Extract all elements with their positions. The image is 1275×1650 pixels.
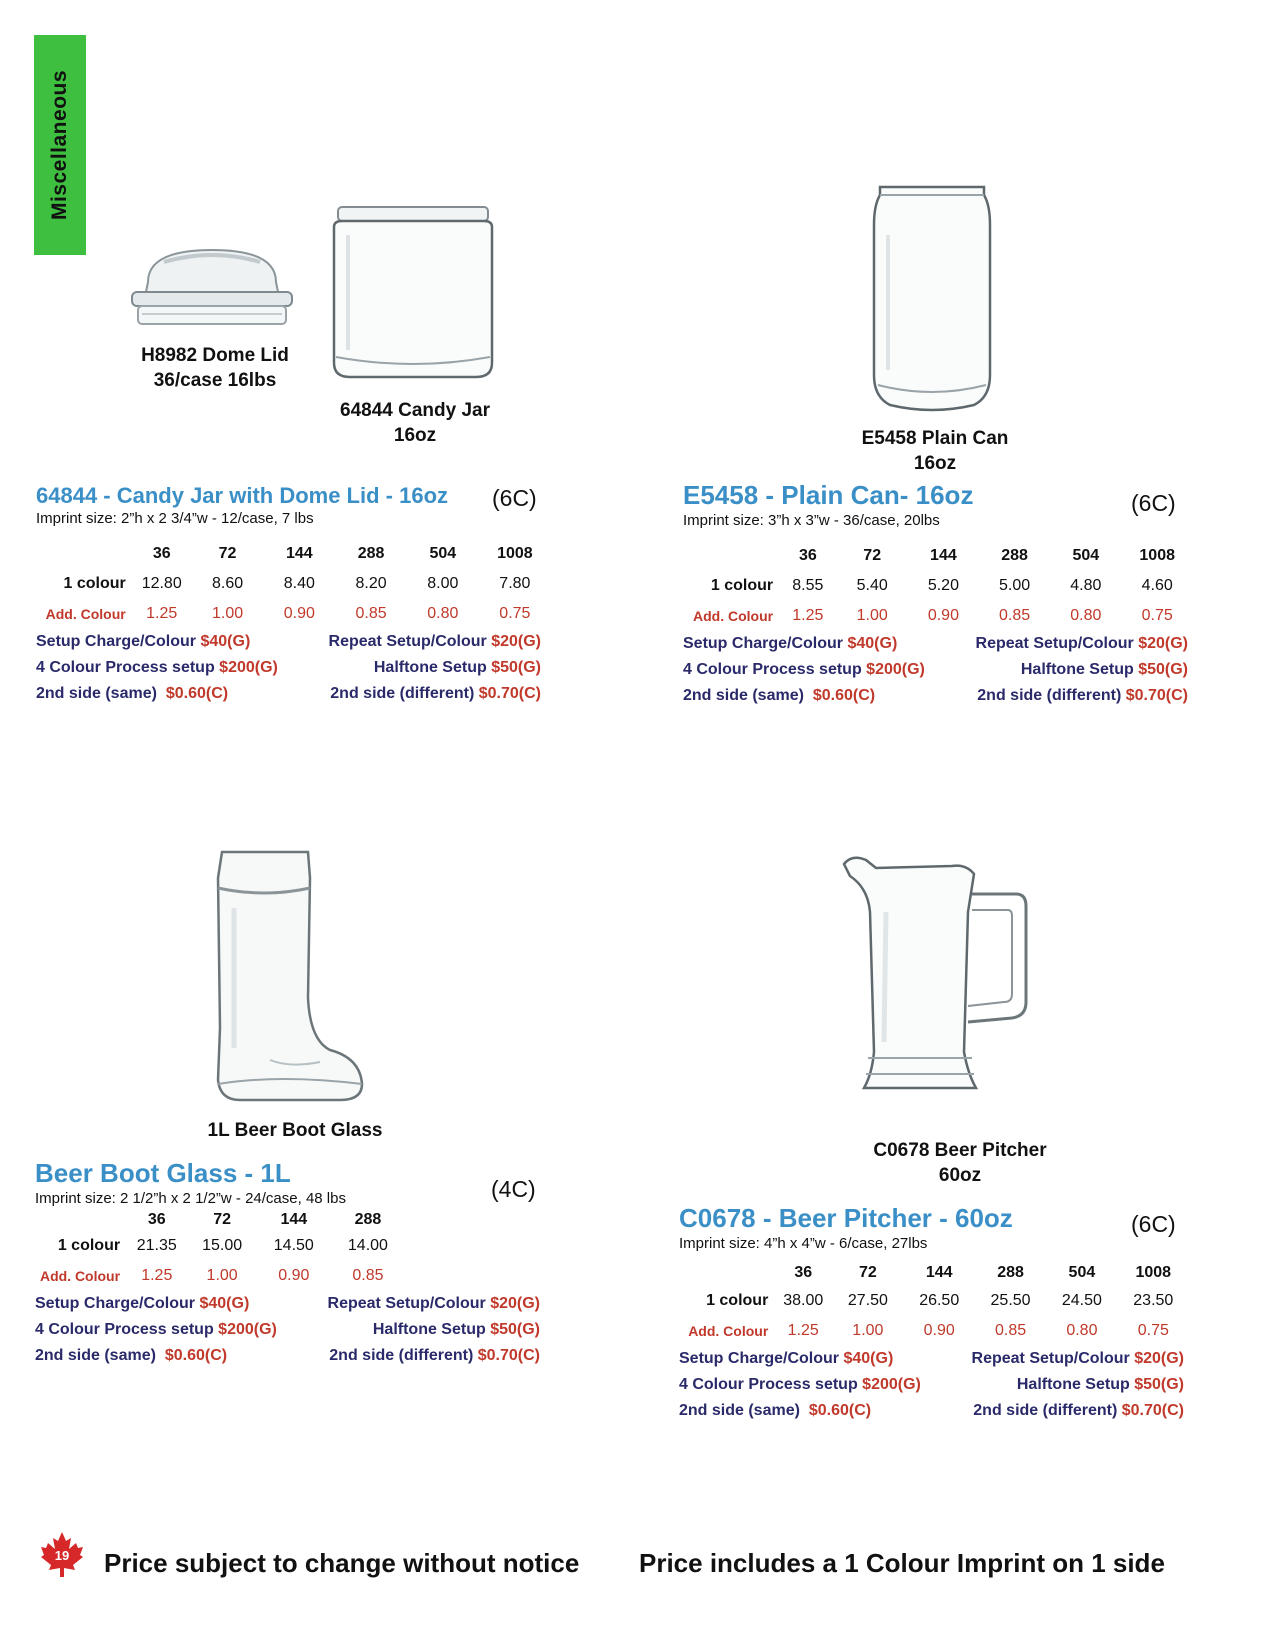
caption-line: E5458 Plain Can	[861, 428, 1009, 449]
second-diff-label: 2nd side (different)	[977, 687, 1122, 704]
price-cell: 1.25	[792, 607, 824, 624]
candy-jar-image	[328, 205, 498, 380]
second-diff-label: 2nd side (different)	[330, 685, 475, 702]
row-label: Add. Colour	[39, 1268, 121, 1284]
price-cell: 24.50	[1061, 1292, 1102, 1309]
second-side-same	[35, 1347, 227, 1365]
process-value: $200(G)	[219, 659, 278, 676]
second-diff-label: 2nd side (different)	[973, 1402, 1118, 1419]
second-diff-value: $0.70(C)	[1125, 687, 1188, 704]
second-side-different	[330, 685, 541, 703]
one-colour-row	[683, 571, 1193, 601]
price-cell: 1.00	[211, 605, 244, 622]
price-cell: 0.80	[1066, 1322, 1098, 1339]
qty-header: 72	[863, 547, 882, 564]
add-colour-row	[35, 1261, 405, 1291]
qty-header: 144	[280, 1211, 308, 1228]
repeat-value: $20(G)	[491, 633, 541, 650]
caption-dome-lid	[110, 343, 320, 393]
page-number: 19	[54, 1548, 70, 1563]
qty-header: 36	[794, 1264, 813, 1281]
quantity-row	[35, 1209, 405, 1231]
qty-header: 36	[798, 547, 817, 564]
price-cell: 0.80	[1070, 607, 1102, 624]
halftone-setup	[373, 1321, 540, 1339]
product-title: E5458 - Plain Can- 16oz	[683, 480, 974, 510]
caption-line: C0678 Beer Pitcher	[873, 1140, 1047, 1161]
second-side-different	[329, 1347, 540, 1365]
capacity-badge: (6C)	[492, 485, 537, 511]
section-tab	[34, 35, 86, 255]
price-cell: 1.25	[146, 605, 178, 622]
second-same-value: $0.60(C)	[164, 1347, 228, 1364]
maple-leaf-icon	[40, 1530, 84, 1578]
halftone-value: $50(G)	[491, 659, 541, 676]
price-cell: 8.55	[792, 577, 824, 594]
qty-header: 504	[1068, 1264, 1096, 1281]
add-colour-row	[679, 1316, 1189, 1346]
price-cell: 8.60	[211, 575, 244, 592]
price-cell: 8.20	[355, 575, 387, 592]
halftone-value: $50(G)	[1138, 661, 1188, 678]
process-setup	[683, 661, 925, 679]
price-cell: 0.90	[927, 607, 959, 624]
beer-pitcher-image	[840, 852, 1040, 1102]
imprint-size: Imprint size: 3”h x 3”w - 36/case, 20lbs	[683, 512, 940, 529]
process-label: 4 Colour Process setup	[36, 659, 215, 676]
qty-header: 72	[218, 545, 237, 562]
price-cell: 0.85	[355, 605, 387, 622]
setup-value: $40(G)	[847, 635, 898, 652]
price-cell: 0.85	[994, 1322, 1027, 1339]
price-cell: 0.85	[352, 1267, 384, 1284]
row-label: 1 colour	[63, 575, 126, 592]
halftone-label: Halftone Setup	[372, 1321, 486, 1338]
repeat-label: Repeat Setup/Colour	[327, 1295, 486, 1312]
price-cell: 14.50	[273, 1237, 314, 1254]
repeat-setup	[328, 1295, 540, 1313]
repeat-setup	[329, 633, 541, 651]
product-beer-pitcher	[679, 1203, 1194, 1428]
qty-header: 72	[213, 1211, 232, 1228]
price-cell: 12.80	[141, 575, 182, 592]
price-cell: 38.00	[783, 1292, 824, 1309]
price-cell: 14.00	[347, 1237, 388, 1254]
setup-charge	[35, 1295, 249, 1313]
process-label: 4 Colour Process setup	[683, 661, 862, 678]
imprint-size: Imprint size: 4”h x 4”w - 6/case, 27lbs	[679, 1235, 928, 1252]
capacity-badge: (6C)	[1131, 1211, 1176, 1237]
qty-header: 288	[1001, 547, 1028, 564]
process-setup	[35, 1321, 277, 1339]
price-table	[679, 1260, 1189, 1346]
qty-header: 144	[925, 1264, 953, 1281]
imprint-size: Imprint size: 2 1/2”h x 2 1/2”w - 24/case, 48 lbs	[35, 1190, 346, 1207]
process-value: $200(G)	[866, 661, 925, 678]
price-cell: 23.50	[1133, 1292, 1174, 1309]
price-cell: 15.00	[202, 1237, 243, 1254]
plain-can-image	[870, 185, 994, 415]
process-value: $200(G)	[218, 1321, 277, 1338]
repeat-value: $20(G)	[1134, 1350, 1184, 1367]
setup-charges	[35, 1295, 540, 1373]
beer-boot-image	[210, 848, 370, 1106]
setup-value: $40(G)	[199, 1295, 250, 1312]
row-label: Add. Colour	[692, 608, 774, 624]
second-same-label: 2nd side (same)	[683, 687, 804, 704]
second-same-value: $0.60(C)	[165, 685, 229, 702]
price-cell: 8.40	[283, 575, 315, 592]
quantity-row	[36, 539, 551, 569]
caption-line: 60oz	[938, 1165, 982, 1186]
price-cell: 0.90	[278, 1267, 310, 1284]
repeat-value: $20(G)	[1138, 635, 1188, 652]
second-diff-value: $0.70(C)	[477, 1347, 540, 1364]
second-same-label: 2nd side (same)	[36, 685, 157, 702]
qty-header: 36	[152, 545, 171, 562]
price-cell: 1.25	[787, 1322, 819, 1339]
caption-line: H8982 Dome Lid	[141, 345, 289, 366]
price-cell: 4.60	[1141, 577, 1173, 594]
halftone-setup	[1021, 661, 1188, 679]
halftone-value: $50(G)	[1134, 1376, 1184, 1393]
setup-value: $40(G)	[200, 633, 251, 650]
price-cell: 0.80	[427, 605, 459, 622]
repeat-label: Repeat Setup/Colour	[975, 635, 1134, 652]
qty-header: 1008	[497, 545, 533, 562]
quantity-row	[683, 541, 1193, 571]
repeat-value: $20(G)	[490, 1295, 540, 1312]
caption-line: 64844 Candy Jar	[340, 400, 490, 421]
product-plain-can	[683, 480, 1198, 713]
price-cell: 4.80	[1070, 577, 1102, 594]
price-cell: 26.50	[919, 1292, 960, 1309]
process-setup	[36, 659, 278, 677]
qty-header: 504	[1072, 547, 1100, 564]
second-side-same	[683, 687, 875, 705]
setup-charges	[36, 633, 541, 711]
product-title: Beer Boot Glass - 1L	[35, 1158, 291, 1188]
setup-label: Setup Charge/Colour	[679, 1350, 840, 1367]
second-same-label: 2nd side (same)	[679, 1402, 800, 1419]
capacity-badge: (6C)	[1131, 490, 1176, 516]
caption-beer-pitcher	[840, 1138, 1080, 1188]
process-setup	[679, 1376, 921, 1394]
setup-charges	[683, 635, 1188, 713]
price-cell: 1.00	[856, 607, 888, 624]
price-cell: 25.50	[990, 1292, 1031, 1309]
halftone-setup	[374, 659, 541, 677]
qty-header: 1008	[1135, 1264, 1172, 1281]
second-side-different	[973, 1402, 1184, 1420]
caption-plain-can	[830, 426, 1040, 476]
one-colour-row	[679, 1286, 1189, 1316]
caption-line: 36/case 16lbs	[153, 370, 277, 391]
one-colour-row	[35, 1231, 405, 1261]
price-cell: 5.20	[927, 577, 959, 594]
repeat-setup	[976, 635, 1188, 653]
second-side-different	[977, 687, 1188, 705]
price-cell: 0.75	[1141, 607, 1173, 624]
quantity-row	[679, 1260, 1189, 1286]
footer-imprint-note: Price includes a 1 Colour Imprint on 1 side	[639, 1548, 1165, 1578]
qty-header: 36	[147, 1211, 166, 1228]
caption-line: 16oz	[393, 425, 437, 446]
price-cell: 0.90	[923, 1322, 955, 1339]
add-colour-row	[683, 601, 1193, 631]
second-diff-label: 2nd side (different)	[329, 1347, 474, 1364]
caption-beer-boot	[180, 1118, 410, 1143]
qty-header: 72	[858, 1264, 877, 1281]
footer-disclaimer: Price subject to change without notice	[104, 1548, 580, 1578]
qty-header: 288	[354, 1211, 382, 1228]
setup-value: $40(G)	[843, 1350, 894, 1367]
qty-header: 1008	[1139, 547, 1175, 564]
one-colour-row	[36, 569, 551, 599]
halftone-setup	[1017, 1376, 1184, 1394]
product-beer-boot	[35, 1158, 545, 1373]
capacity-badge: (4C)	[491, 1176, 536, 1202]
price-cell: 5.00	[999, 577, 1031, 594]
section-tab-label: Miscellaneous	[48, 69, 71, 221]
price-cell: 7.80	[499, 575, 531, 592]
second-diff-value: $0.70(C)	[478, 685, 541, 702]
qty-header: 144	[930, 547, 957, 564]
second-diff-value: $0.70(C)	[1121, 1402, 1184, 1419]
row-label: 1 colour	[57, 1237, 121, 1254]
repeat-label: Repeat Setup/Colour	[971, 1350, 1130, 1367]
price-table	[35, 1209, 405, 1291]
repeat-setup	[972, 1350, 1184, 1368]
row-label: 1 colour	[710, 577, 774, 594]
caption-line: 1L Beer Boot Glass	[207, 1120, 383, 1141]
price-cell: 27.50	[847, 1292, 888, 1309]
second-side-same	[679, 1402, 871, 1420]
process-label: 4 Colour Process setup	[679, 1376, 858, 1393]
price-table	[36, 539, 551, 629]
price-cell: 1.00	[206, 1267, 238, 1284]
caption-candy-jar	[310, 398, 520, 448]
qty-header: 288	[357, 545, 385, 562]
process-label: 4 Colour Process setup	[35, 1321, 214, 1338]
price-cell: 0.75	[1137, 1322, 1169, 1339]
price-cell: 0.85	[999, 607, 1031, 624]
setup-label: Setup Charge/Colour	[683, 635, 844, 652]
second-side-same	[36, 685, 228, 703]
halftone-label: Halftone Setup	[1016, 1376, 1130, 1393]
halftone-label: Halftone Setup	[1020, 661, 1134, 678]
dome-lid-image	[128, 244, 296, 336]
price-cell: 21.35	[136, 1237, 177, 1254]
qty-header: 288	[997, 1264, 1024, 1281]
product-title: 64844 - Candy Jar with Dome Lid - 16oz	[36, 483, 449, 508]
price-cell: 0.90	[283, 605, 315, 622]
row-label: 1 colour	[706, 1292, 769, 1309]
qty-header: 504	[429, 545, 457, 562]
halftone-value: $50(G)	[490, 1321, 540, 1338]
process-value: $200(G)	[862, 1376, 921, 1393]
halftone-label: Halftone Setup	[373, 659, 487, 676]
price-cell: 0.75	[499, 605, 531, 622]
setup-label: Setup Charge/Colour	[35, 1295, 196, 1312]
second-same-label: 2nd side (same)	[35, 1347, 156, 1364]
second-same-value: $0.60(C)	[812, 687, 876, 704]
product-title: C0678 - Beer Pitcher - 60oz	[679, 1203, 1013, 1233]
setup-charge	[683, 635, 897, 653]
price-table	[683, 541, 1193, 631]
second-same-value: $0.60(C)	[808, 1402, 872, 1419]
imprint-size: Imprint size: 2”h x 2 3/4”w - 12/case, 7 lbs	[36, 510, 314, 527]
price-cell: 1.00	[852, 1322, 884, 1339]
add-colour-row	[36, 599, 551, 629]
price-cell: 5.40	[856, 577, 888, 594]
setup-charge	[36, 633, 250, 651]
row-label: Add. Colour	[45, 606, 126, 622]
price-cell: 1.25	[141, 1267, 173, 1284]
setup-label: Setup Charge/Colour	[36, 633, 197, 650]
product-candy-jar	[36, 483, 551, 711]
price-cell: 8.00	[427, 575, 459, 592]
caption-line: 16oz	[913, 453, 957, 474]
setup-charge	[679, 1350, 893, 1368]
setup-charges	[679, 1350, 1184, 1428]
row-label: Add. Colour	[688, 1323, 769, 1339]
repeat-label: Repeat Setup/Colour	[328, 633, 487, 650]
qty-header: 144	[285, 545, 313, 562]
